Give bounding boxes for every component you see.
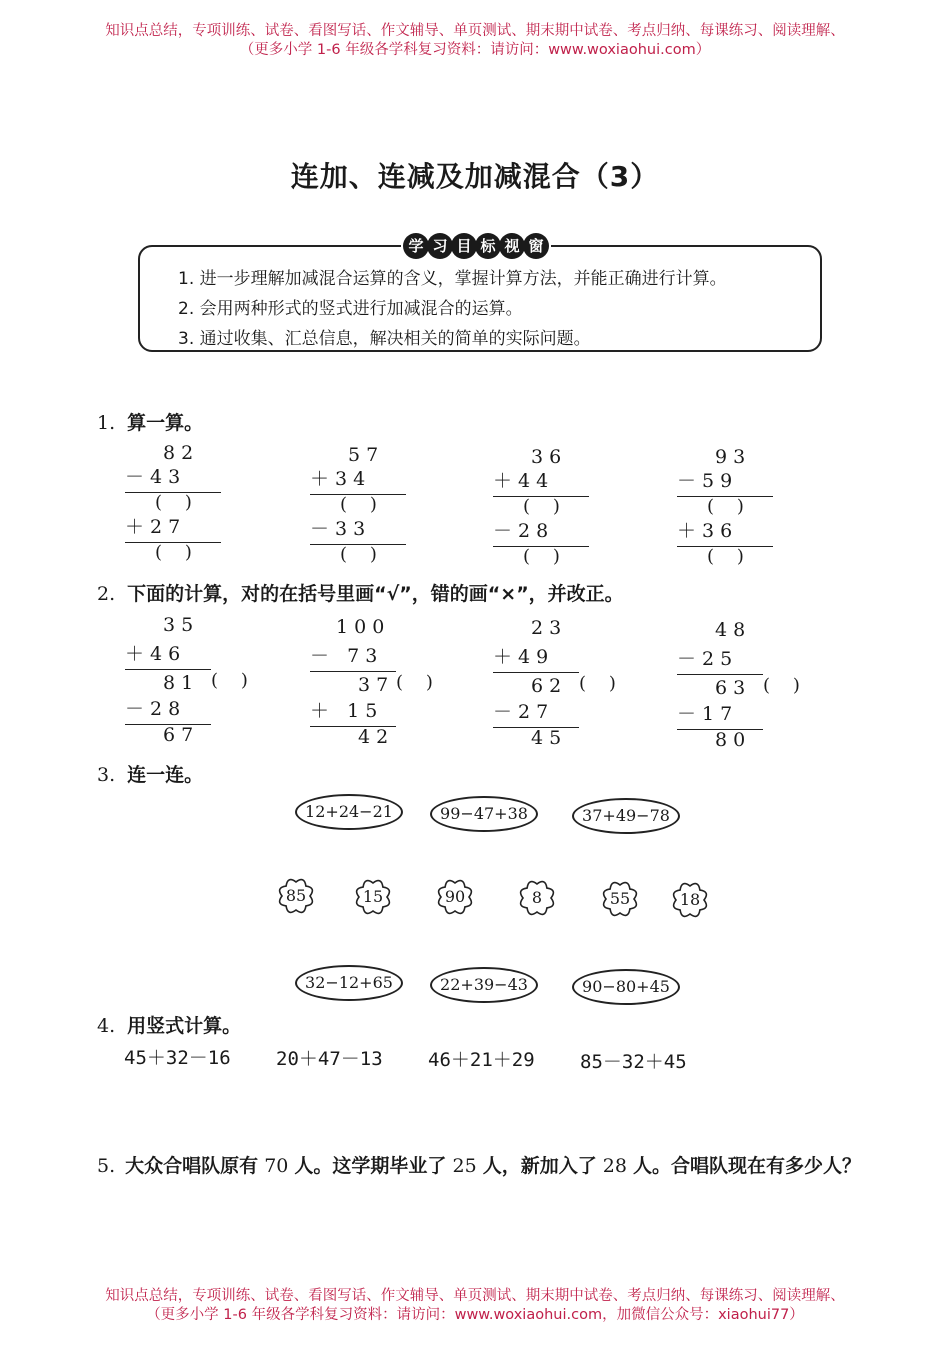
operand: 1 0 0: [336, 616, 385, 638]
answer-blank[interactable]: ( ): [340, 494, 377, 515]
q2-text: 下面的计算，对的在括号里画“√”，错的画“×”，并改正。: [127, 583, 624, 605]
top-banner-line2: （更多小学 1-6 年级各学科复习资料：请访问：www.woxiaohui.com）: [239, 42, 711, 58]
q3-text: 连一连。: [127, 764, 204, 786]
operand: － 2 8: [493, 520, 549, 542]
intermediate-result: 6 3: [715, 677, 746, 699]
q4-number: 4.: [97, 1015, 116, 1037]
flower-value: 85: [285, 886, 307, 905]
operand: － 5 9: [677, 470, 733, 492]
expression-oval[interactable]: 90−80+45: [572, 969, 680, 1005]
operand: 8 2: [163, 442, 194, 464]
check-blank[interactable]: ( ): [211, 670, 248, 691]
final-result: 6 7: [163, 724, 194, 746]
bottom-banner-line2: （更多小学 1-6 年级各学科复习资料：请访问：www.woxiaohui.com，加微信公众号：xiaohui77）: [146, 1307, 804, 1323]
q1-heading: [97, 408, 203, 435]
goal-tag-char: 视: [499, 233, 525, 259]
answer-blank[interactable]: ( ): [523, 546, 560, 567]
flower-value: 15: [362, 887, 384, 906]
check-blank[interactable]: ( ): [396, 672, 433, 693]
goal-tag-char: 目: [451, 233, 477, 259]
vertical-calc-expression: 46＋21＋29: [428, 1049, 535, 1071]
q4-heading: [97, 1011, 241, 1038]
goal-tag-char: 学: [403, 233, 429, 259]
answer-blank[interactable]: ( ): [155, 492, 192, 513]
flower-answer[interactable]: [277, 877, 315, 915]
operand: 2 3: [531, 617, 562, 639]
expression-oval[interactable]: 37+49−78: [572, 798, 680, 834]
goal-item: 2. 会用两种形式的竖式进行加减混合的运算。: [178, 299, 523, 319]
answer-blank[interactable]: ( ): [155, 542, 192, 563]
top-banner-line1: 知识点总结，专项训练、试卷、看图写话、作文辅导、单页测试、期末期中试卷、考点归纳、每课练习、阅读理解、: [105, 23, 845, 39]
operand: ＋ 3 4: [310, 468, 366, 490]
vertical-calc-expression: 45＋32－16: [124, 1047, 231, 1069]
bottom-banner-line1: 知识点总结，专项训练、试卷、看图写话、作文辅导、单页测试、期末期中试卷、考点归纳、每课练习、阅读理解、: [105, 1288, 845, 1304]
expression-oval[interactable]: 32−12+65: [295, 965, 403, 1001]
flower-value: 18: [679, 890, 701, 909]
flower-answer[interactable]: [436, 878, 474, 916]
operand: － 3 3: [310, 518, 366, 540]
expression-oval[interactable]: 12+24−21: [295, 794, 403, 830]
vertical-calc-expression: 85－32＋45: [580, 1051, 687, 1073]
q5-word-problem: [97, 1150, 887, 1182]
operand: ＋ 4 9: [493, 646, 549, 668]
answer-blank[interactable]: ( ): [707, 496, 744, 517]
operand: 3 6: [531, 446, 562, 468]
operand: － 7 3: [310, 645, 378, 667]
intermediate-result: 6 2: [531, 675, 562, 697]
goal-item: 1. 进一步理解加减混合运算的含义，掌握计算方法，并能正确进行计算。: [178, 269, 727, 289]
flower-answer[interactable]: [518, 879, 556, 917]
operand: 9 3: [715, 446, 746, 468]
operand: 3 5: [163, 614, 194, 636]
answer-blank[interactable]: ( ): [523, 496, 560, 517]
q5-number: 5.: [97, 1155, 116, 1177]
q5-text: 人。这学期毕业了: [294, 1155, 447, 1177]
operand: － 2 5: [677, 648, 733, 670]
q1-text: 算一算。: [127, 412, 204, 434]
operand: － 2 8: [125, 698, 181, 720]
check-blank[interactable]: ( ): [763, 675, 800, 696]
final-result: 4 5: [531, 727, 562, 749]
expression-oval[interactable]: 22+39−43: [430, 967, 538, 1003]
operand: ＋ 1 5: [310, 700, 378, 722]
vertical-calc-expression: 20＋47－13: [276, 1048, 383, 1070]
q5-number-value: 28: [596, 1155, 633, 1177]
q2-heading: [97, 579, 624, 606]
operand: ＋ 4 6: [125, 643, 181, 665]
q2-number: 2.: [97, 583, 116, 605]
learning-goals-tag: [401, 233, 551, 259]
q3-heading: [97, 760, 203, 787]
page-title: 连加、连减及加减混合（3）: [290, 160, 660, 193]
intermediate-result: 3 7: [358, 674, 389, 696]
operand: 5 7: [348, 444, 379, 466]
expression-oval[interactable]: 99−47+38: [430, 796, 538, 832]
q5-number-value: 25: [446, 1155, 483, 1177]
q3-number: 3.: [97, 764, 116, 786]
operand: ＋ 4 4: [493, 470, 549, 492]
goal-tag-char: 标: [475, 233, 501, 259]
q5-text: 人。合唱队现在有多少人？: [632, 1155, 861, 1177]
final-result: 4 2: [358, 726, 389, 748]
operand: 4 8: [715, 619, 746, 641]
check-blank[interactable]: ( ): [579, 673, 616, 694]
flower-answer[interactable]: [354, 878, 392, 916]
q1-number: 1.: [97, 412, 116, 434]
intermediate-result: 8 1: [163, 672, 194, 694]
q4-text: 用竖式计算。: [127, 1015, 242, 1037]
answer-blank[interactable]: ( ): [340, 544, 377, 565]
goal-tag-char: 习: [427, 233, 453, 259]
operand: － 1 7: [677, 703, 733, 725]
operand: ＋ 2 7: [125, 516, 181, 538]
goal-tag-char: 窗: [523, 233, 549, 259]
flower-answer[interactable]: [601, 880, 639, 918]
operand: － 4 3: [125, 466, 181, 488]
goal-item: 3. 通过收集、汇总信息，解决相关的简单的实际问题。: [178, 329, 591, 349]
flower-value: 55: [609, 889, 631, 908]
flower-value: 90: [444, 887, 466, 906]
operand: － 2 7: [493, 701, 549, 723]
answer-blank[interactable]: ( ): [707, 546, 744, 567]
q5-text: 大众合唱队原有: [125, 1155, 259, 1177]
q5-number-value: 70: [258, 1155, 295, 1177]
final-result: 8 0: [715, 729, 746, 751]
flower-value: 8: [531, 888, 543, 907]
q5-text: 人，新加入了: [482, 1155, 597, 1177]
flower-answer[interactable]: [671, 881, 709, 919]
operand: ＋ 3 6: [677, 520, 733, 542]
